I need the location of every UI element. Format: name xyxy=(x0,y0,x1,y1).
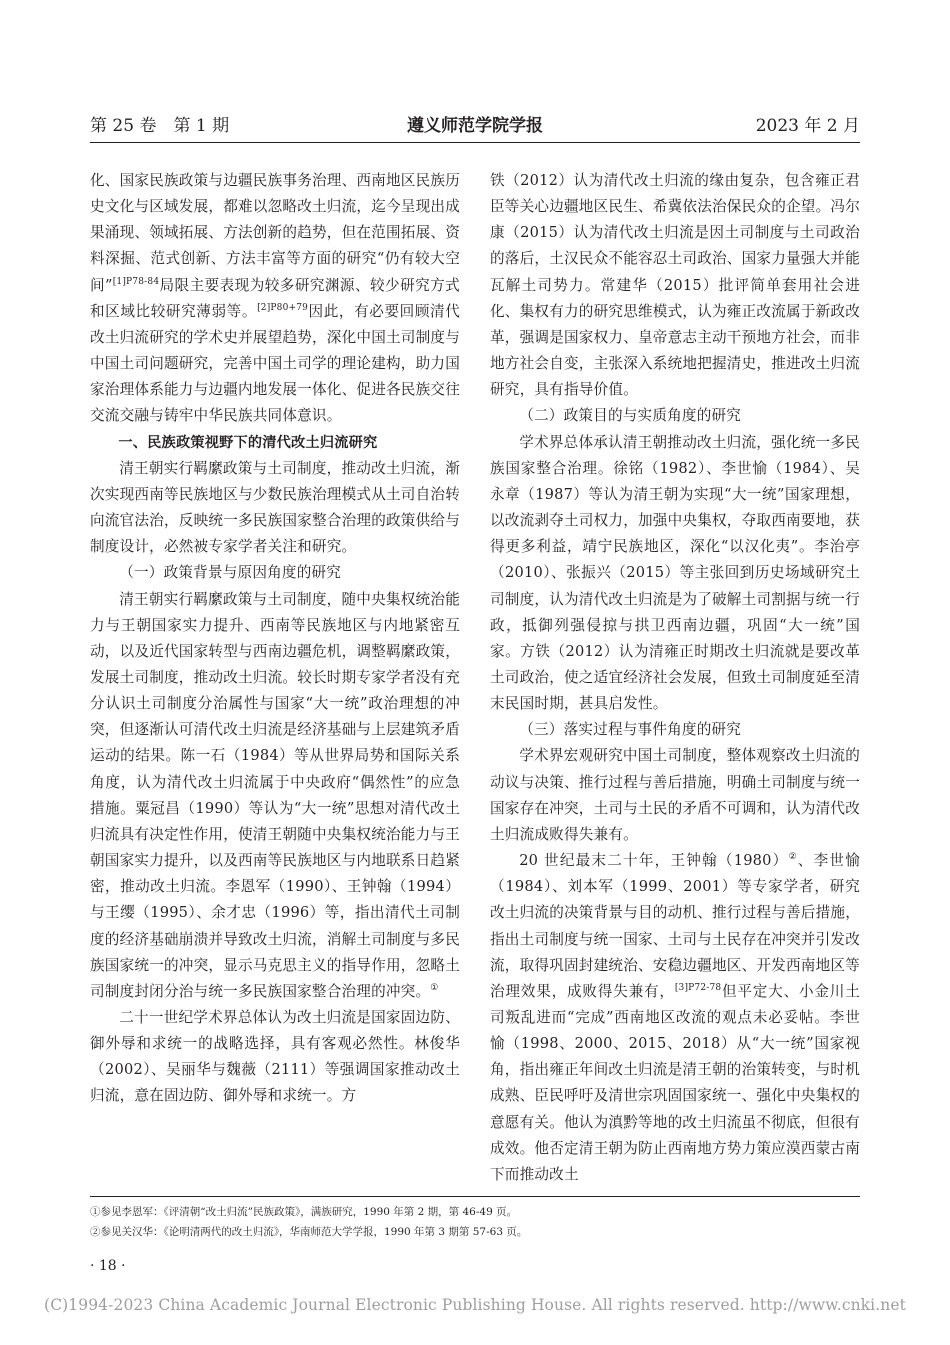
paragraph: 清王朝实行羁縻政策与土司制度，推动改土归流，渐次实现西南等民族地区与少数民族治理模式从土司自治转向流官法治，反映统一多民族国家整合治理的政策供给与制度设计，必然被专家学者关注和研究。 xyxy=(90,459,460,556)
paragraph: 20 世纪最末二十年，王钟翰（1980）②、李世愉（1984）、刘本军（1999、2001）等专家学者，研究改土归流的决策背景与目的动机、推行过程与善后措施，指出土司制度与统一国家、土司与土民存在冲突并引发改流，取得巩固封建统治、安稳边疆地区、开发西南地区等治理效果，成败得失兼有，$^{[3]P72-78}$但平定大、小金川土司叛乱进而“完成”西南地区改流的观点未必妥帖。李世愉（1998、2000、2015、2018）从“大一统”国家视角，指出雍正年间改土归流是清王朝的治策转变，与时机成熟、臣民呼吁及清世宗巩固国家统一、强化中央集权的意愿有关。他认为滇黔等地的改土归流虽不彻底，但很有成效。他否定清王朝为防止西南地方势力策应漠西蒙古南下而推动改土 xyxy=(490,852,860,1183)
citation: [2]P80+79 xyxy=(257,302,309,313)
footnotes xyxy=(90,1202,860,1242)
paragraph: 学术界总体承认清王朝推动改土归流，强化统一多民族国家整合治理。徐铭（1982）、李世愉（1984）、吴永章（1987）等认为清王朝为实现“大一统”国家理想，以改流剥夺土司权力，加强中央集权，夺取西南要地，获得更多利益，靖宁民族地区，深化“以汉化夷”。李治亭（2010）、张振兴（2015）等主张回到历史场域研究土司制度，认为清代改土归流是为了破解土司割据与统一行政，抵御列强侵掠与拱卫西南边疆，巩固“大一统”国家。方铁（2012）认为清雍正时期改土归流就是要改革土司政治，使之适宜经济社会发展，但致土司制度延至清末民国时期，甚具启发性。 xyxy=(490,433,860,713)
left-column xyxy=(90,168,460,1110)
footnote: ①参见李恩军：《评清朝“改土归流”民族政策》，满族研究，1990 年第 2 期，第 46-49 页。 xyxy=(90,1206,518,1218)
page-number: · 18 · xyxy=(90,1258,126,1274)
paragraph: 学术界宏观研究中国土司制度，整体观察改土归流的动议与决策、推行过程与善后措施，明确土司制度与统一国家存在冲突，土司与土民的矛盾不可调和，认为清代改土归流成败得失兼有。 xyxy=(490,747,860,843)
paragraph: 清王朝实行羁縻政策与土司制度，随中央集权统治能力与王朝国家实力提升、西南等民族地区与内地紧密互动，以及近代国家转型与西南边疆危机，调整羁縻政策，发展土司制度，推动改土归流。较长时期专家学者没有充分认识土司制度分治属性与国家“大一统”政治理想的冲突，但逐渐认可清代改土归流是经济基础与上层建筑矛盾运动的结果。陈一石（1984）等从世界局势和国际关系角度，认为清代改土归流属于中央政府“偶然性”的应急措施。粟冠昌（1990）等认为“大一统”思想对清代改土归流具有决定性作用，使清王朝随中央集权统治能力与王朝国家实力提升，以及西南等民族地区与内地联系日趋紧密，推动改土归流。李恩军（1990）、王钟翰（1994）与王缨（1995）、余才忠（1996）等，指出清代土司制度的经济基础崩溃并导致改土归流，消解土司制度与多民族国家统一的冲突，显示马克思主义的指导作用，忽略土司制度封闭分治与统一多民族国家整合治理的冲突。① xyxy=(90,590,460,1000)
volume-issue: 第 25 卷 第 1 期 xyxy=(90,116,230,136)
paragraph: 二十一世纪学术界总体认为改土归流是国家固边防、御外辱和求统一的战略选择，具有客观必然性。林俊华（2002）、吴丽华与魏薇（2111）等强调国家推动改土归流，意在固边防、御外辱和求统一。方 xyxy=(90,1009,460,1105)
right-column xyxy=(490,168,860,1188)
subsection-heading: （一）政策背景与原因角度的研究 xyxy=(119,564,342,582)
paragraph: 化、国家民族政策与边疆民族事务治理、西南地区民族历史文化与区域发展，都难以忽略改土归流，迄今呈现出成果涌现、领域拓展、方法创新的趋势，但在范围拓展、资料深掘、范式创新、方法丰富等方面的研究“仍有较大空间”$^{[1]P78-84}$局限主要表现为较多研究渊源、较少研究方式和区域比较研究薄弱等。$^{[2]P80+79}$因此，有必要回顾清代改土归流研究的学术史并展望趋势，深化中国土司制度与中国土司问题研究，完善中国土司学的理论建构，助力国家治理体系能力与边疆内地发展一体化、促进各民族交往交流交融与铸牢中华民族共同体意识。 xyxy=(90,172,460,425)
footnote: ②参见关汉华：《论明清两代的改土归流》，华南师范大学学报，1990 年第 3 期第 57-63 页。 xyxy=(90,1226,528,1238)
running-header xyxy=(90,114,860,142)
citation: [3]P72-78 xyxy=(674,982,722,993)
subsection-heading: （三）落实过程与事件角度的研究 xyxy=(519,721,742,739)
citation: [1]P78-84 xyxy=(112,276,160,287)
section-heading: 一、民族政策视野下的清代改土归流研究 xyxy=(118,434,378,451)
copyright-notice: (C)1994-2023 China Academic Journal Electronic Publishing House. All rights reserved. http://www.cnki.net xyxy=(44,1296,906,1314)
journal-title: 遵义师范学院学报 xyxy=(407,116,543,136)
footnote-rule xyxy=(90,1196,860,1197)
paragraph: 铁（2012）认为清代改土归流的缘由复杂，包含雍正君臣等关心边疆地区民生、希冀依法治保民众的企望。冯尔康（2015）认为清代改土归流是因土司制度与土司政治的落后，土汉民众不能容忍土司政治、国家力量强大并能瓦解土司势力。常建华（2015）批评简单套用社会进化、集权有力的研究思维模式，认为雍正改流属于新政改革，强调是国家权力、皇帝意志主动干预地方社会，而非地方社会自变，主张深入系统地把握清史，推进改土归流研究，具有指导价值。 xyxy=(490,172,860,399)
footnote-marker: ② xyxy=(788,852,798,863)
header-rule xyxy=(90,142,860,143)
footnote-marker: ① xyxy=(430,982,439,993)
publication-date: 2023 年 2 月 xyxy=(755,116,860,136)
subsection-heading: （二）政策目的与实质角度的研究 xyxy=(519,407,742,425)
